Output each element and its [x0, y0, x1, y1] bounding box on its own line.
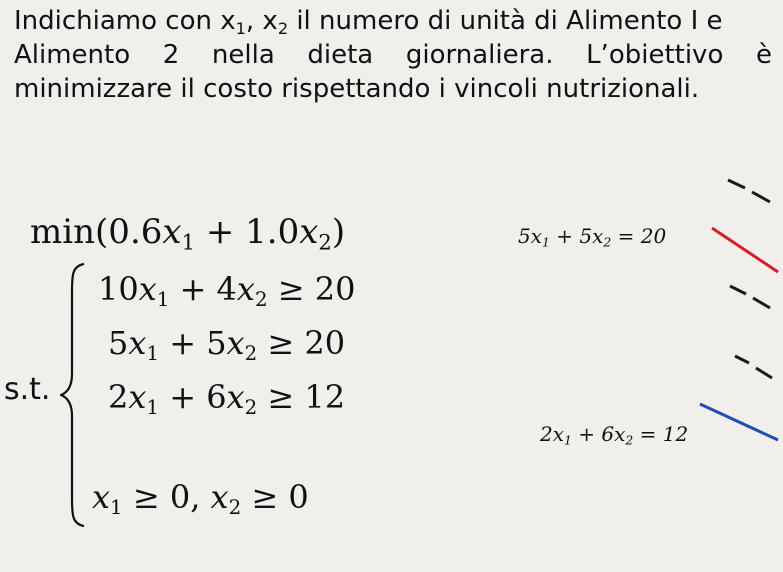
word: nella [211, 40, 275, 70]
dash-segment [752, 192, 770, 202]
constraint-3: $2x_1 + 6x_2 \ge 12$ [108, 378, 346, 419]
dash-segment [735, 356, 749, 363]
non-negativity-constraint: $x_1 \ge 0$, $x_2 \ge 0$ [92, 478, 309, 519]
red-line-label: $5x_1 + 5x_2 = 20$ [518, 224, 667, 250]
constraint-1: $10x_1 + 4x_2 \ge 20$ [98, 270, 356, 311]
objective-function: $\min(0.6x_1 + 1.0x_2)$ [30, 212, 346, 255]
dashed-lines [728, 180, 772, 378]
dash-segment [753, 298, 770, 308]
word: giornaliera. [405, 40, 554, 70]
subscript: 2 [277, 18, 289, 38]
dash-segment [756, 368, 772, 378]
intro-line-3: minimizzare il costo rispettando i vincoli nutrizionali. [14, 74, 700, 104]
word: è [755, 40, 772, 70]
blue-line-label: $2x_1 + 6x_2 = 12$ [540, 422, 689, 448]
intro-text: il numero di unità di Alimento I e [288, 6, 723, 36]
word: 2 [162, 40, 180, 70]
red-constraint-line [712, 228, 778, 272]
word: dieta [307, 40, 374, 70]
subscript: 1 [235, 18, 246, 38]
dash-segment [728, 180, 745, 188]
blue-constraint-line [700, 404, 778, 440]
word: Alimento [14, 40, 131, 70]
constraint-2: $5x_1 + 5x_2 \ge 20$ [108, 324, 346, 365]
subject-to-label: s.t. [4, 372, 51, 407]
variable-separator: , x [245, 6, 278, 36]
word: L’obiettivo [586, 40, 724, 70]
dash-segment [730, 286, 746, 294]
variable-x: x [220, 6, 236, 36]
intro-text: Indichiamo con [14, 6, 221, 36]
